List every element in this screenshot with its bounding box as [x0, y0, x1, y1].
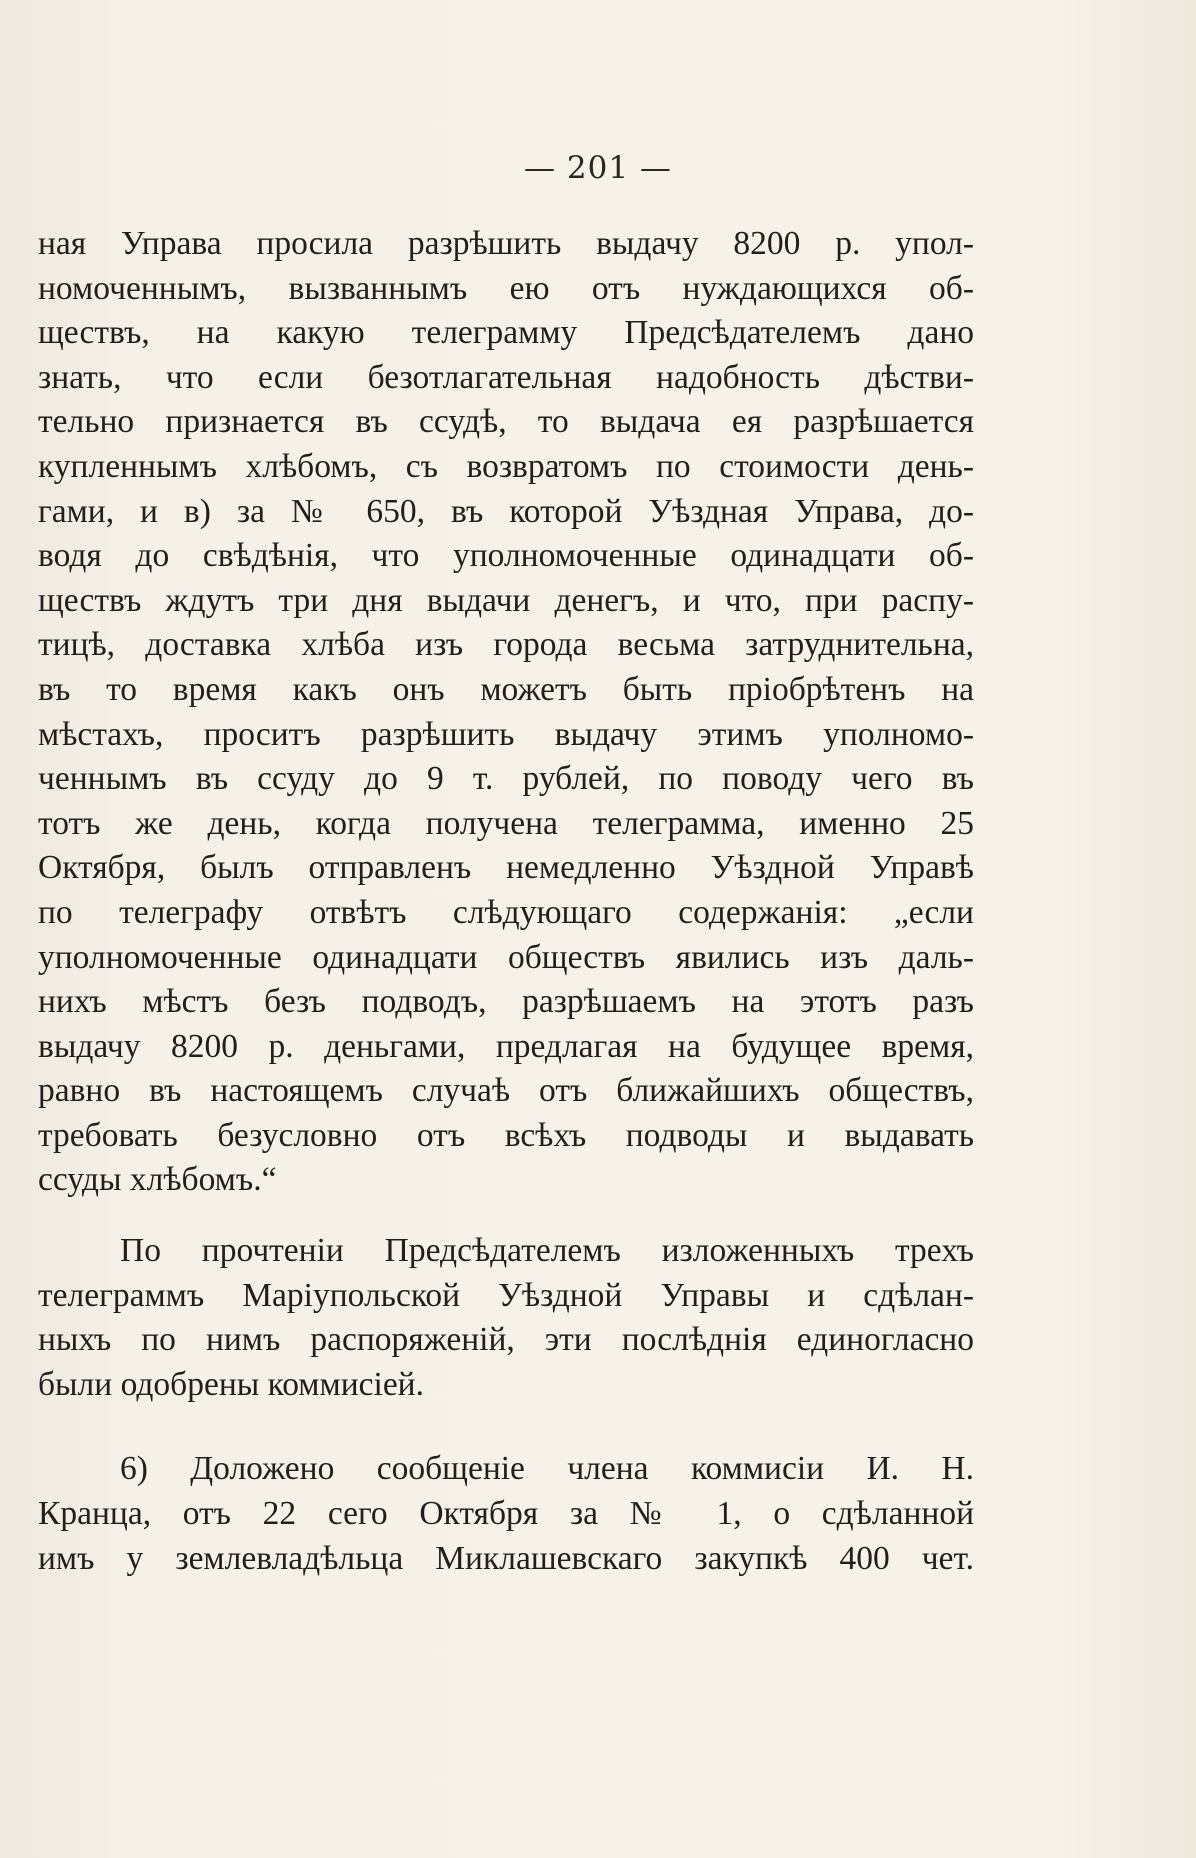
paragraph-gap — [38, 1203, 974, 1229]
text-line: нихъ мѣстъ безъ подводъ, разрѣшаемъ на этотъ разъ — [38, 983, 974, 1021]
paragraph-2 — [38, 1229, 974, 1407]
text-line: 6) Доложено сообщеніе члена коммисіи И. Н. — [120, 1450, 974, 1488]
text-line: гами, и в) за № 650, въ которой Уѣздная Управа, до- — [38, 492, 974, 530]
paragraph-3 — [38, 1447, 974, 1581]
text-line: Кранца, отъ 22 сего Октября за № 1, о сдѣланной — [38, 1495, 974, 1533]
text-line: тотъ же день, когда получена телеграмма, именно 25 — [38, 804, 974, 842]
text-line: купленнымъ хлѣбомъ, съ возвратомъ по стоимости день- — [38, 447, 974, 485]
text-line: ныхъ по нимъ распоряженій, эти послѣднія единогласно — [38, 1321, 974, 1359]
text-line: были одобрены коммисіей. — [38, 1365, 424, 1403]
text-line: водя до свѣдѣнія, что уполномоченные одинадцати об- — [38, 537, 974, 575]
text-line: ссуды хлѣбомъ.“ — [38, 1161, 277, 1199]
text-line: по телеграфу отвѣтъ слѣдующаго содержанія: „если — [38, 893, 974, 931]
text-line: номоченнымъ, вызваннымъ ею отъ нуждающихся об- — [38, 269, 974, 307]
text-line: ществъ, на какую телеграмму Предсѣдателемъ дано — [38, 314, 974, 352]
text-line: телеграммъ Маріупольской Уѣздной Управы и сдѣлан- — [38, 1276, 974, 1314]
text-line: имъ у землевладѣльца Миклашевскаго закупкѣ 400 чет. — [38, 1539, 974, 1577]
text-line: тельно признается въ ссудѣ, то выдача ея разрѣшается — [38, 403, 974, 441]
text-line: требовать безусловно отъ всѣхъ подводы и выдавать — [38, 1116, 974, 1154]
paragraph-gap — [38, 1407, 974, 1447]
paragraph-1 — [38, 222, 974, 1203]
text-line: уполномоченные одинадцати обществъ явились изъ даль- — [38, 938, 974, 976]
text-line: Октября, былъ отправленъ немедленно Уѣздной Управѣ — [38, 849, 974, 887]
text-line: ная Управа просила разрѣшить выдачу 8200 р. упол- — [38, 225, 974, 262]
text-line: равно въ настоящемъ случаѣ отъ ближайшихъ обществъ, — [38, 1072, 974, 1110]
text-line: выдачу 8200 р. деньгами, предлагая на будущее время, — [38, 1027, 974, 1065]
text-line: знать, что если безотлагательная надобность дѣстви- — [38, 358, 974, 396]
text-line: По прочтеніи Предсѣдателемъ изложенныхъ трехъ — [120, 1232, 974, 1270]
text-line: ществъ ждутъ три дня выдачи денегъ, и что, при распу- — [38, 581, 974, 619]
text-line: ченнымъ въ ссуду до 9 т. рублей, по поводу чего въ — [38, 760, 974, 798]
page-number: — 201 — — [524, 150, 672, 186]
text-line: мѣстахъ, проситъ разрѣшить выдачу этимъ уполномо- — [38, 715, 974, 753]
body-text — [38, 222, 974, 1581]
text-line: въ то время какъ онъ можетъ быть пріобрѣтенъ на — [38, 670, 974, 708]
text-line: тицѣ, доставка хлѣба изъ города весьма затруднительна, — [38, 626, 974, 664]
